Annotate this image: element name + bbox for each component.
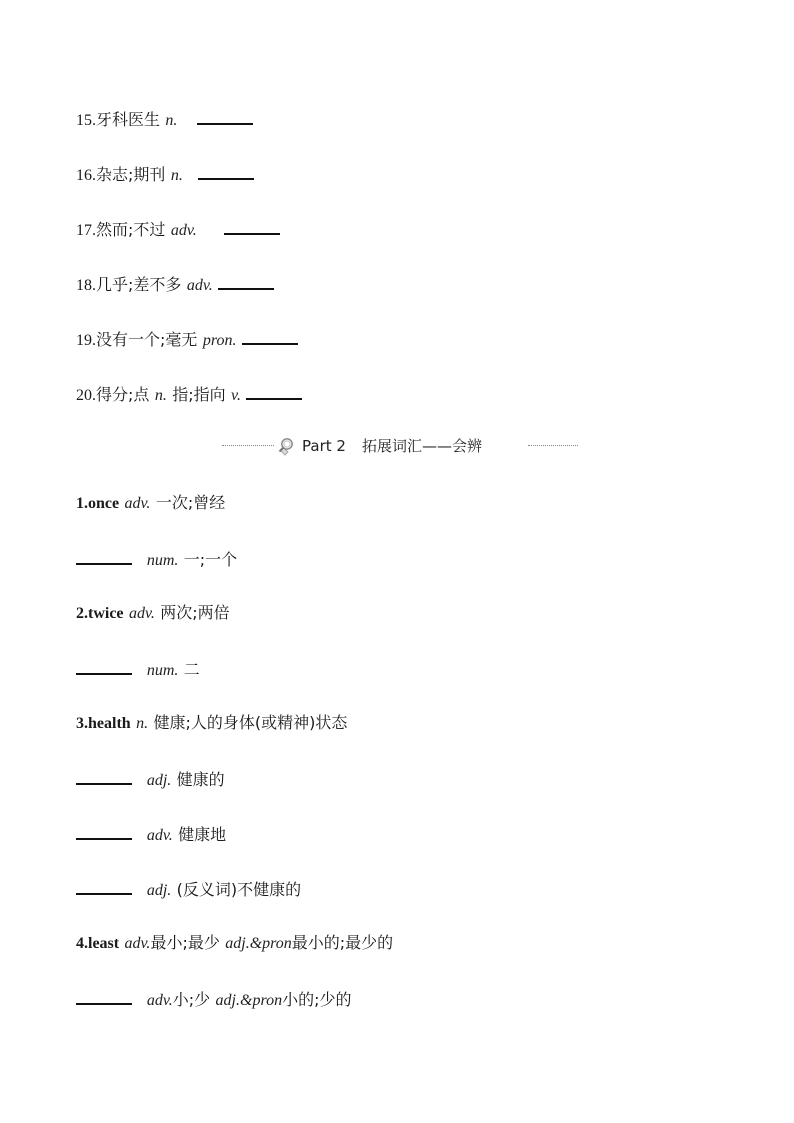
item-pos: n. — [170, 167, 183, 184]
expand-item-3-derived-a — [76, 765, 225, 791]
answer-blank[interactable] — [197, 105, 253, 125]
answer-blank[interactable] — [224, 215, 280, 235]
item-pos: n. — [154, 387, 167, 404]
answer-blank[interactable] — [218, 270, 274, 290]
vocab-item-17 — [76, 215, 280, 241]
item-number: 17. — [76, 222, 96, 239]
headword: health — [88, 715, 131, 732]
headword: least — [88, 935, 120, 952]
item-meaning-2: 指;指向 — [172, 385, 226, 404]
item-pos: pron. — [202, 332, 237, 349]
item-pos: adv. — [146, 827, 173, 844]
answer-blank[interactable] — [76, 765, 132, 785]
answer-blank[interactable] — [76, 875, 132, 895]
item-pos: adv. — [170, 222, 197, 239]
item-pos: adv. — [124, 935, 151, 952]
section-part-label: Part 2 — [302, 437, 346, 455]
expand-item-4-derived — [76, 985, 351, 1011]
item-meaning: 最小;最少 — [150, 933, 220, 952]
item-meaning: 然而;不过 — [96, 220, 166, 239]
vocab-item-16 — [76, 160, 254, 186]
divider-left — [222, 445, 274, 446]
item-pos: n. — [136, 715, 149, 732]
item-meaning-2: 小的;少的 — [282, 990, 352, 1009]
answer-blank[interactable] — [198, 160, 254, 180]
item-pos: adv. — [186, 277, 213, 294]
section-title — [276, 432, 482, 460]
item-meaning: 得分;点 — [96, 385, 150, 404]
item-meaning: 几乎;差不多 — [96, 275, 182, 294]
section-header — [222, 432, 578, 460]
item-meaning: 健康;人的身体(或精神)状态 — [153, 713, 348, 732]
headword: once — [88, 495, 120, 512]
vocab-item-15 — [76, 105, 253, 131]
expand-item-3 — [76, 710, 347, 736]
expand-item-1 — [76, 490, 225, 516]
item-meaning: 二 — [183, 660, 200, 679]
item-number: 18. — [76, 277, 96, 294]
vocab-item-18 — [76, 270, 274, 296]
item-meaning: 两次;两倍 — [160, 603, 230, 622]
item-pos: num. — [146, 552, 179, 569]
item-meaning: 牙科医生 — [96, 110, 161, 129]
item-pos: adj. — [146, 772, 172, 789]
item-meaning: 没有一个;毫无 — [96, 330, 198, 349]
headword: twice — [88, 605, 124, 622]
magnifier-icon — [276, 436, 296, 456]
item-pos: adj. — [146, 882, 172, 899]
item-number: 15. — [76, 112, 96, 129]
item-number: 1. — [76, 495, 88, 512]
item-pos-2: v. — [231, 387, 241, 404]
answer-blank[interactable] — [76, 820, 132, 840]
item-meaning-2: 最小的;最少的 — [291, 933, 394, 952]
item-number: 19. — [76, 332, 96, 349]
item-number: 16. — [76, 167, 96, 184]
vocab-item-20 — [76, 380, 302, 406]
divider-right — [528, 445, 578, 446]
answer-blank[interactable] — [246, 380, 302, 400]
item-pos-2: adj.&pron — [215, 992, 283, 1009]
item-pos-2: adj.&pron — [225, 935, 292, 952]
item-number: 2. — [76, 605, 88, 622]
answer-blank[interactable] — [76, 655, 132, 675]
section-subtitle: 拓展词汇——会辨 — [361, 437, 482, 455]
item-pos: adv. — [146, 992, 173, 1009]
item-number: 20. — [76, 387, 96, 404]
item-meaning: 健康地 — [178, 825, 227, 844]
item-meaning: 小;少 — [172, 990, 211, 1009]
item-number: 3. — [76, 715, 88, 732]
item-pos: adv. — [124, 495, 151, 512]
answer-blank[interactable] — [76, 545, 132, 565]
expand-item-2 — [76, 600, 230, 626]
item-pos: n. — [165, 112, 178, 129]
expand-item-2-derived — [76, 655, 200, 681]
answer-blank[interactable] — [76, 985, 132, 1005]
expand-item-3-derived-b — [76, 820, 226, 846]
expand-item-4 — [76, 930, 393, 956]
item-meaning: 一;一个 — [183, 550, 238, 569]
vocab-item-19 — [76, 325, 298, 351]
item-meaning: (反义词)不健康的 — [176, 880, 302, 899]
answer-blank[interactable] — [242, 325, 298, 345]
item-meaning: 健康的 — [176, 770, 225, 789]
item-meaning: 一次;曾经 — [155, 493, 226, 512]
item-meaning: 杂志;期刊 — [96, 165, 166, 184]
item-pos: adv. — [128, 605, 155, 622]
item-pos: num. — [146, 662, 179, 679]
expand-item-1-derived — [76, 545, 237, 571]
item-number: 4. — [76, 935, 88, 952]
expand-item-3-derived-c — [76, 875, 301, 901]
